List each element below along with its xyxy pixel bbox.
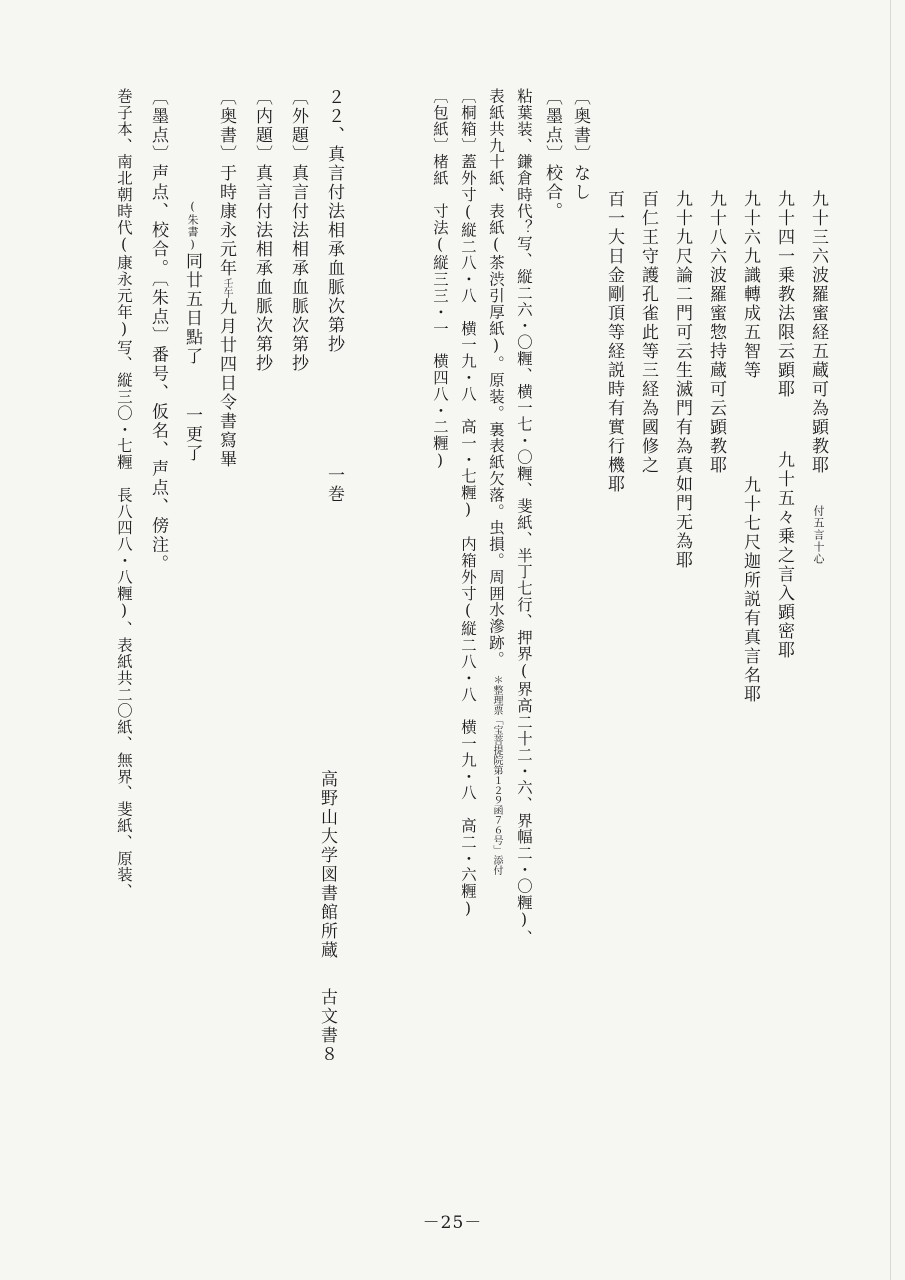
holder-line: 高野山大学図書館所蔵古文書８ bbox=[317, 770, 337, 1064]
description-line: 巻子本、南北朝時代(康永元年)写、縦三〇・七糎 長八四八・八糎)、表紙共二〇紙、無界、斐紙、原装、 bbox=[115, 88, 133, 900]
bokuten-line: 〔墨点〕声点、校合。〔朱点〕番号、仮名、声点、傍注。 bbox=[148, 88, 168, 574]
naidai-line: 〔内題〕真言付法相承血脈次第抄 bbox=[252, 88, 272, 373]
page-edge-line bbox=[890, 0, 891, 1280]
list-item: 九十九尺論二門可云生滅門有為真如門无為耶 bbox=[672, 190, 692, 570]
tsutsumi-line: 〔包紙〕楮紙 寸法(縦三三・一 横四八・二糎) bbox=[431, 88, 449, 471]
okugaki-line: 〔奥書〕于時康永元年壬午九月廿四日令書寫畢 bbox=[216, 88, 236, 469]
list-item: 百仁王守護孔雀此等三経為國修之 bbox=[638, 190, 658, 475]
list-item: 九十六九識轉成五智等九十七尺迦所説有真言名耶 bbox=[740, 190, 760, 704]
bokuten-line: 〔墨点〕校合。 bbox=[542, 88, 562, 221]
shusho-line: (朱書)同廿五日點了一更了 bbox=[182, 200, 202, 463]
description-line: 表紙共九十紙、表紙(茶渋引厚紙)。原装。裏表紙欠落。虫損。周囲水滲跡。＊整理票「宝菩提院第１２９函７６号」添付 bbox=[487, 88, 505, 876]
okugaki-line: 〔奥書〕なし bbox=[570, 88, 590, 202]
kiribako-line: 〔桐箱〕蓋外寸(縦二八・八 横一九・八 高一・七糎) 内箱外寸(縦二八・八 横一九・八 高二・六糎) bbox=[459, 88, 477, 919]
entry-title: ２２、真言付法相承血脈次第抄一巻 bbox=[324, 88, 344, 504]
description-line: 粘葉装、鎌倉時代？写、縦二六・〇糎、横一七・〇糎、斐紙、半丁七行、押界(界高二十二・六、界幅二・〇糎)、 bbox=[515, 88, 533, 946]
gedai-line: 〔外題〕真言付法相承血脈次第抄 bbox=[288, 88, 308, 373]
list-item: 九十八六波羅蜜惣持蔵可云顕教耶 bbox=[706, 190, 726, 475]
list-item: 九十四一乗教法限云顕耶九十五々乗之言入顕密耶 bbox=[774, 190, 794, 660]
list-item: 百一大日金剛頂等経説時有實行機耶 bbox=[604, 190, 624, 494]
list-item: 九十三六波羅蜜経五蔵可為顕教耶付五言十心 bbox=[808, 190, 828, 565]
page-number: －25－ bbox=[422, 1213, 483, 1233]
